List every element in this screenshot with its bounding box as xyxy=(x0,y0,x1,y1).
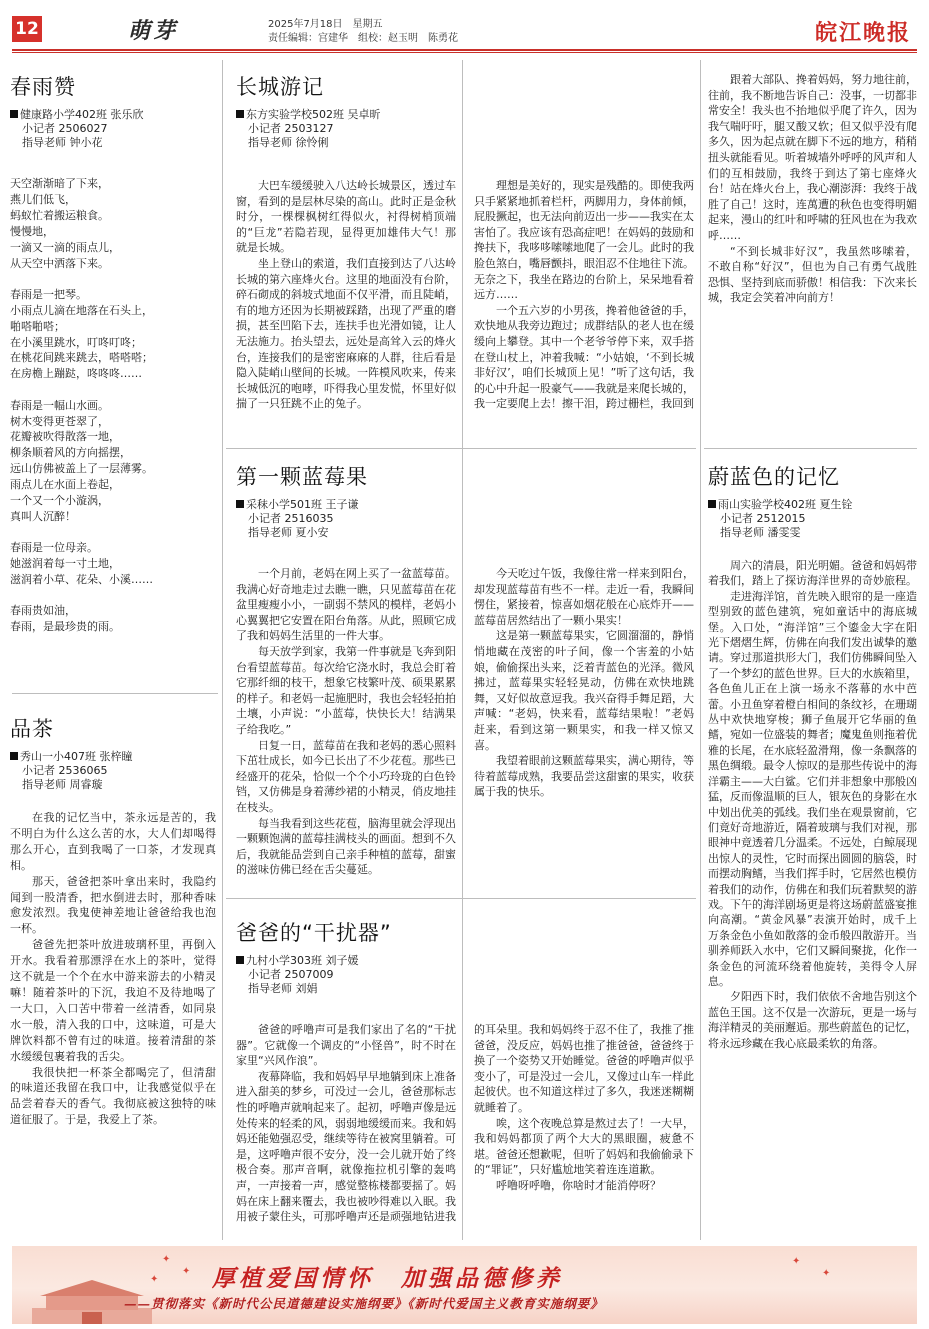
byline-school: 九村小学303班 刘子媛 xyxy=(246,954,359,967)
paragraph: 每天放学到家，我第一件事就是飞奔到阳台看望蓝莓苗。每次给它浇水时，我总会盯着它那纤细的枝干，想象它枝繁叶茂、硕果累累的样子。和老妈一起施肥时，我也会轻轻拍拍土壤，小声说：“小蓝莓，快快长大！结满果子给我吃。” xyxy=(236,644,456,736)
bird-icon: ✦ xyxy=(822,1268,831,1279)
paragraph: 理想是美好的，现实是残酷的。即使我两只手紧紧地抓着栏杆，两脚用力，身体前倾，屁股撅起，也无法向前迈出一步——我实在太害怕了。我应该有恐高症吧！在妈妈的鼓励和搀扶下，我哆哆嗦嗦地爬了一会儿。此时的我脸色煞白，嘴唇颤抖，眼泪忍不住地往下流。无奈之下，我坐在路边的台阶上，呆呆地看着远方…… xyxy=(474,179,694,302)
poem-line: 一个又一个小漩涡， xyxy=(10,494,109,508)
byline-reporter: 小记者 2516035 xyxy=(248,512,334,525)
paragraph: 在我的记忆当中，茶永远是苦的，我不明白为什么这么苦的水，大人们却喝得那么开心，直到我喝了一口茶，才发现真相。 xyxy=(10,811,216,872)
poem-line: 慢慢地， xyxy=(10,224,54,238)
section-divider xyxy=(226,898,696,899)
poem-body xyxy=(10,176,216,635)
issue-date: 2025年7月18日 星期五 xyxy=(268,19,383,30)
byline-school: 秀山一小407班 张梓瞳 xyxy=(20,750,133,763)
poem-line: 小雨点儿滴在地落在石头上， xyxy=(10,303,153,317)
byline-teacher: 指导老师 刘娟 xyxy=(248,982,318,995)
bullet-square xyxy=(236,500,244,508)
byline-teacher: 指导老师 潘雯雯 xyxy=(720,526,801,539)
byline xyxy=(236,108,456,150)
poem-line: 啪嗒啪嗒； xyxy=(10,319,65,333)
poem-line: 春雨是一把琴。 xyxy=(10,287,87,301)
byline-teacher: 指导老师 钟小花 xyxy=(22,136,103,149)
poem-line: 春雨是一位母亲。 xyxy=(10,541,98,555)
byline-school: 东方实验学校502班 吴卓昕 xyxy=(246,108,381,121)
paragraph: 日复一日，蓝莓苗在我和老妈的悉心照料下茁壮成长，如今已长出了不少花苞。那些已经盛开的花朵，恰似一个个小巧玲珑的白色铃铛，又仿佛是身着薄纱裙的小精灵，俏皮地挂在枝头。 xyxy=(236,738,456,814)
poem-line: 天空渐渐暗了下来， xyxy=(10,177,109,190)
section-divider xyxy=(12,693,218,694)
bullet-square xyxy=(236,110,244,118)
article-body xyxy=(236,178,694,436)
poem-line: 滋润着小草、花朵、小溪…… xyxy=(10,573,153,587)
byline-school: 雨山实验学校402班 夏生铨 xyxy=(718,498,853,511)
poem-line: 春雨贵如油， xyxy=(10,604,76,618)
paragraph: 一个月前，老妈在网上买了一盆蓝莓苗。我满心好奇地走过去瞧一瞧，只见蓝莓苗在花盆里瘦瘦小小，一副弱不禁风的模样，老妈小心翼翼把它安置在阳台角落。从此，照顾它成了我和妈妈生活里的一件大事。 xyxy=(236,567,456,643)
paragraph: 爸爸的呼噜声可是我们家出了名的“干扰器”。它就像一个调皮的“小怪兽”，时不时在家里“兴风作浪”。 xyxy=(236,1023,456,1068)
poem-line: 真叫人沉醉！ xyxy=(10,510,76,523)
byline xyxy=(236,498,456,540)
paragraph: 今天吃过午饭，我像往常一样来到阳台，却发现蓝莓苗有些不一样。走近一看，我瞬间愣住，紧接着，惊喜如烟花般在心底炸开——蓝莓苗居然结出了一颗小果实！ xyxy=(474,567,694,627)
bullet-square xyxy=(10,110,18,118)
byline-reporter: 小记者 2506027 xyxy=(22,122,108,135)
article-title: 爸爸的“干扰器” xyxy=(236,921,392,945)
bullet-square xyxy=(236,956,244,964)
page-number: 12 xyxy=(12,16,42,42)
article-title: 长城游记 xyxy=(236,75,324,99)
page-header xyxy=(0,0,929,52)
poem-line: 一滴又一滴的雨点儿， xyxy=(10,240,120,254)
poem-line: 在小溪里跳水，叮咚叮咚； xyxy=(10,335,142,349)
header-rule xyxy=(12,49,917,51)
byline xyxy=(708,498,917,540)
header-rule-thin xyxy=(12,52,917,53)
bird-icon: ✦ xyxy=(792,1256,801,1267)
byline-teacher: 指导老师 夏小安 xyxy=(248,526,329,539)
paragraph: 跟着大部队、搀着妈妈，努力地往前，往前，我不断地告诉自己：没事，一切都非常安全！我头也不抬地似乎爬了许久，因为我气喘吁吁，腿又酸又软；但又似乎没有爬多久，因为起点就在脚下不远的地方，稍稍扭头就能看见。听着城墙外呼呼的风声和人们的互相鼓励，我终于到达了第七座烽火台！站在烽火台上，我心潮澎湃：我终于战胜了自己！这时，连萬遭的秋色也变得明媚起来，漫山的红叶和呼啸的狂风也在为我欢呼…… xyxy=(708,73,917,242)
poem-line: 蚂蚁忙着搬运粮食。 xyxy=(10,208,109,222)
byline-reporter: 小记者 2507009 xyxy=(248,968,334,981)
article-title: 蔚蓝色的记忆 xyxy=(708,465,840,489)
poem-line: 树木变得更苍翠了， xyxy=(10,414,109,428)
article-title: 品茶 xyxy=(10,717,54,741)
poem-line: 花瓣被吹得散落一地， xyxy=(10,430,120,444)
poem-line: 在房檐上蹦跶，咚咚咚…… xyxy=(10,367,142,381)
column-title: 萌芽 xyxy=(128,18,179,44)
bird-icon: ✦ xyxy=(162,1254,171,1265)
poem-line xyxy=(10,382,216,397)
paragraph: “不到长城非好汉”，我虽然哆嗦着，不敢自称“好汉”，但也为自己有勇气战胜恐惧、坚持到底而骄傲！相信我：下次来长城，我定会笑着冲向前方！ xyxy=(708,244,917,305)
byline-reporter: 小记者 2503127 xyxy=(248,122,334,135)
poem-line: 从天空中洒落下来。 xyxy=(10,256,109,270)
bird-icon: ✦ xyxy=(182,1266,191,1277)
article-weilan xyxy=(708,462,917,1218)
poem-line: 柳条顺着风的方向摇摆， xyxy=(10,446,131,460)
article-changcheng xyxy=(236,72,694,150)
paragraph: 一个五六岁的小男孩，搀着他爸爸的手，欢快地从我旁边跑过；成群结队的老人也在缓缓向上攀登。其中一个老爷爷停下来，双手搭在登山杖上，冲着我喊：“小姑娘，‘不到长城非好汉’，咱们长城顶上见！”听了这句话，我的心中升起一股豪气——我就是来爬长城的，我一定要爬上去！擦干泪，跨过栅栏，我回到 xyxy=(474,303,694,411)
poem-line: 她滋润着每一寸土地， xyxy=(10,557,120,571)
paragraph: 我很快把一杯茶全都喝完了，但清甜的味道还我留在我口中，让我感觉似乎在品尝着春天的香气。我彻底被这独特的味道征服了。于是，我爱上了茶。 xyxy=(10,1065,216,1127)
byline-school: 采秣小学501班 王子谦 xyxy=(246,498,359,511)
section-divider xyxy=(226,448,696,449)
poem-line: 春雨是一幅山水画。 xyxy=(10,398,109,412)
poem-line: 燕儿们低飞， xyxy=(10,192,76,206)
paragraph: 周六的清晨，阳光明媚。爸爸和妈妈带着我们，踏上了探访海洋世界的奇妙旅程。 xyxy=(708,559,917,588)
column-divider xyxy=(700,60,701,1240)
byline xyxy=(10,108,216,150)
article-body xyxy=(236,1022,694,1240)
paragraph: 我望着眼前这颗蓝莓果实，满心期待，等待着蓝莓成熟，我要品尝这甜蜜的果实，收获属于我的快乐。 xyxy=(474,754,694,799)
byline-teacher: 指导老师 徐怜俐 xyxy=(248,136,329,149)
article-lanmei xyxy=(236,462,456,540)
paragraph: 大巴车缓缓驶入八达岭长城景区，透过车窗，看到的是层林尽染的高山。此时正是金秋时分，一棵棵枫树红得似火，衬得树梢顶端的“巨龙”若隐若现，显得更加雄伟大气！那就是长城。 xyxy=(236,179,456,255)
byline-reporter: 小记者 2536065 xyxy=(22,764,108,777)
poem-line: 春雨，是最珍贵的雨。 xyxy=(10,620,120,634)
article-baba xyxy=(236,918,456,996)
paragraph: 走进海洋馆，首先映入眼帘的是一座造型别致的蓝色建筑，宛如童话中的海底城堡。入口处，“海洋馆”三个鎏金大字在阳光下熠熠生辉，仿佛在向我们发出诚挚的邀请。穿过那道拱形大门，我们仿佛瞬间坠入了一个梦幻的蓝色世界。巨大的水族箱里，各色鱼儿正在上演一场永不落幕的水中芭蕾。小丑鱼穿着橙白相间的条纹衫，在珊瑚丛中欢快地穿梭；狮子鱼展开它华丽的鱼鳍，宛如一位盛装的舞者；魔鬼鱼则拖着优雅的长尾，在水底轻盈滑翔，像一条飘落的黑色绸缎。最令人惊叹的是那些传说中的海洋霸主——大白鲨。它们并非想象中那般凶猛，反而像温顺的巨人，银灰色的身影在水中划出优美的弧线。我们坐在观景窗前，它们竟好奇地游近，隔着玻璃与我们对视，那眼神中竟透着几分温柔。不远处，白鲸展现出惊人的灵性，它时而探出圆圆的脑袋，时而摆动胸鳍，当我们挥手时，它居然也模仿着我们的动作，仿佛在和我们玩着默契的游戏。下午的海洋剧场更是将这场蔚蓝盛宴推向高潮。“黄金风暴”表演开始时，成千上万条金色小鱼如散落的金币般四散游开。当驯养师跃入水中，它们又瞬间聚拢，化作一条金色的河流环绕着他旋转，美得令人屏息。 xyxy=(708,589,917,988)
bullet-square xyxy=(708,500,716,508)
article-title: 第一颗蓝莓果 xyxy=(236,465,368,489)
paragraph: 夜幕降临，我和妈妈早早地躺到床上准备进入甜美的梦乡，可没过一会儿，爸爸那标志性的呼噜声就响起来了。起初，呼噜声像是远处传来的轻柔的风，弱弱地缓缓而来。我和妈妈还能勉强忍受，继续等待在被窝里躺着。可是，这呼噜声很不安分，没一会儿就开始了终极合奏。那声音啊，就像拖拉机引擎的轰鸣声，一声接着一声，感觉整栋楼都要摇了。妈妈在床上翻来覆去，我也被吵得难以入眠。我用被子蒙住头，可那呼噜声还是顽强地钻进我的耳朵里。我和妈妈终于忍不住了，我推了推爸爸，没反应，妈妈也推了推爸爸，爸爸终于换了一个姿势又开始睡觉。爸爸的呼噜声似乎变小了，可是没过一会儿，又像过山车一样此起彼伏。也不知道这样过了多久，我迷迷糊糊就睡着了。 xyxy=(236,1023,694,1224)
paragraph: 那天，爸爸把茶叶拿出来时，我隐约闻到一股清香，把水倒进去时，那种香味愈发浓烈。我鬼使神差地让爸爸给我也泡一杯。 xyxy=(10,874,216,936)
poem-line xyxy=(10,271,216,286)
bird-icon: ✦ xyxy=(150,1274,159,1285)
banner-subtitle: ——贯彻落实《新时代公民道德建设实施纲要》《新时代爱国主义教育实施纲要》 xyxy=(124,1296,604,1311)
paragraph: 呼噜呀呼噜，你啥时才能消停呀？ xyxy=(496,1178,661,1192)
paragraph: 每当我看到这些花苞，脑海里就会浮现出一颗颗饱满的蓝莓挂满枝头的画面。想到不久后，我就能品尝到自己亲手种植的蓝莓，甜蜜的滋味仿佛已经在舌尖蔓延。 xyxy=(236,816,456,877)
poem-line: 雨点儿在水面上卷起， xyxy=(10,478,120,492)
article-body-continued xyxy=(708,72,917,440)
article-chunyu xyxy=(10,72,216,635)
bottom-banner xyxy=(12,1246,917,1324)
poem-line: 在桃花间跳来跳去，嗒嗒嗒； xyxy=(10,351,153,365)
byline-teacher: 指导老师 周睿璇 xyxy=(22,778,103,791)
paragraph: 爸爸先把茶叶放进玻璃杯里，再倒入开水。我看着那漂浮在水上的茶叶，觉得这不就是一个个在水中游来游去的小精灵嘛！随着茶叶的下沉，我迫不及待地喝了一大口，入口苦中带着一丝清香，如同泉水一般，清入我的口中，这味道，可是大牌饮料都不曾有过的味道。接着清甜的茶水缓缓包裹着我的舌尖。 xyxy=(10,938,216,1063)
banner-slogan: 厚植爱国情怀 加强品德修养 xyxy=(212,1265,563,1292)
byline-school: 健康路小学402班 张乐欣 xyxy=(20,108,144,121)
article-pincha xyxy=(10,714,216,1128)
byline xyxy=(236,954,456,996)
paragraph: 唉，这个夜晚总算是熬过去了！一大早，我和妈妈都顶了两个大大的黑眼圈，疲惫不堪。爸爸还想歉呢，但听了妈妈和我偷偷录下的“罪证”，只好尴尬地笑着连连道歉。 xyxy=(474,1116,694,1177)
poem-line xyxy=(10,588,216,603)
article-body xyxy=(10,810,216,1128)
newspaper-masthead: 皖江晚报 xyxy=(814,20,911,46)
article-body xyxy=(236,566,694,888)
article-title: 春雨赞 xyxy=(10,75,76,99)
paragraph: 夕阳西下时，我们依依不舍地告别这个蓝色王国。这不仅是一次游玩，更是一场与海洋精灵的美丽邂逅。那些蔚蓝色的记忆，将永远珍藏在我心底最柔软的角落。 xyxy=(708,990,917,1050)
column-divider xyxy=(222,60,223,1240)
paragraph: 这是第一颗蓝莓果实，它圆溜溜的，静悄悄地藏在茂密的叶子间，像一个害羞的小姑娘，偷偷探出头来，泛着青蓝色的光泽。微风拂过，蓝莓果实轻轻晃动，仿佛在欢快地跳舞，又好似故意逗我。我兴奋得手舞足蹈，大声喊：“老妈，快来看，蓝莓结果啦！”老妈赶来，看到这第一颗果实，和我一样又惊又喜。 xyxy=(474,629,694,752)
byline-reporter: 小记者 2512015 xyxy=(720,512,806,525)
section-divider xyxy=(704,448,917,449)
bullet-square xyxy=(10,752,18,760)
poem-line xyxy=(10,525,216,540)
paragraph: 坐上登山的索道，我们直接到达了八达岭长城的第六座烽火台。这里的地面没有台阶，碎石砌成的斜坡式地面不仅平滑，而且陡峭，有的地方还因为长期被踩踏，出现了严重的磨损，甚至凹陷下去，连扶手也光滑如镜，让人无法施力。抬头望去，远处是高耸入云的烽火台，连接我们的是密密麻麻的人群，往后看是隐入陡峭山壁间的长城。一阵模风吹来，传来长城低沉的咆哮，吓得我心里发慌，怀里好似揣了一只狂跳不止的兔子。 xyxy=(236,256,456,411)
editor-credits: 责任编辑：宫建华 组校：赵玉明 陈勇花 xyxy=(268,33,458,44)
byline xyxy=(10,750,216,792)
poem-line: 远山仿佛被盖上了一层薄雾。 xyxy=(10,462,153,476)
article-body xyxy=(708,558,917,1218)
